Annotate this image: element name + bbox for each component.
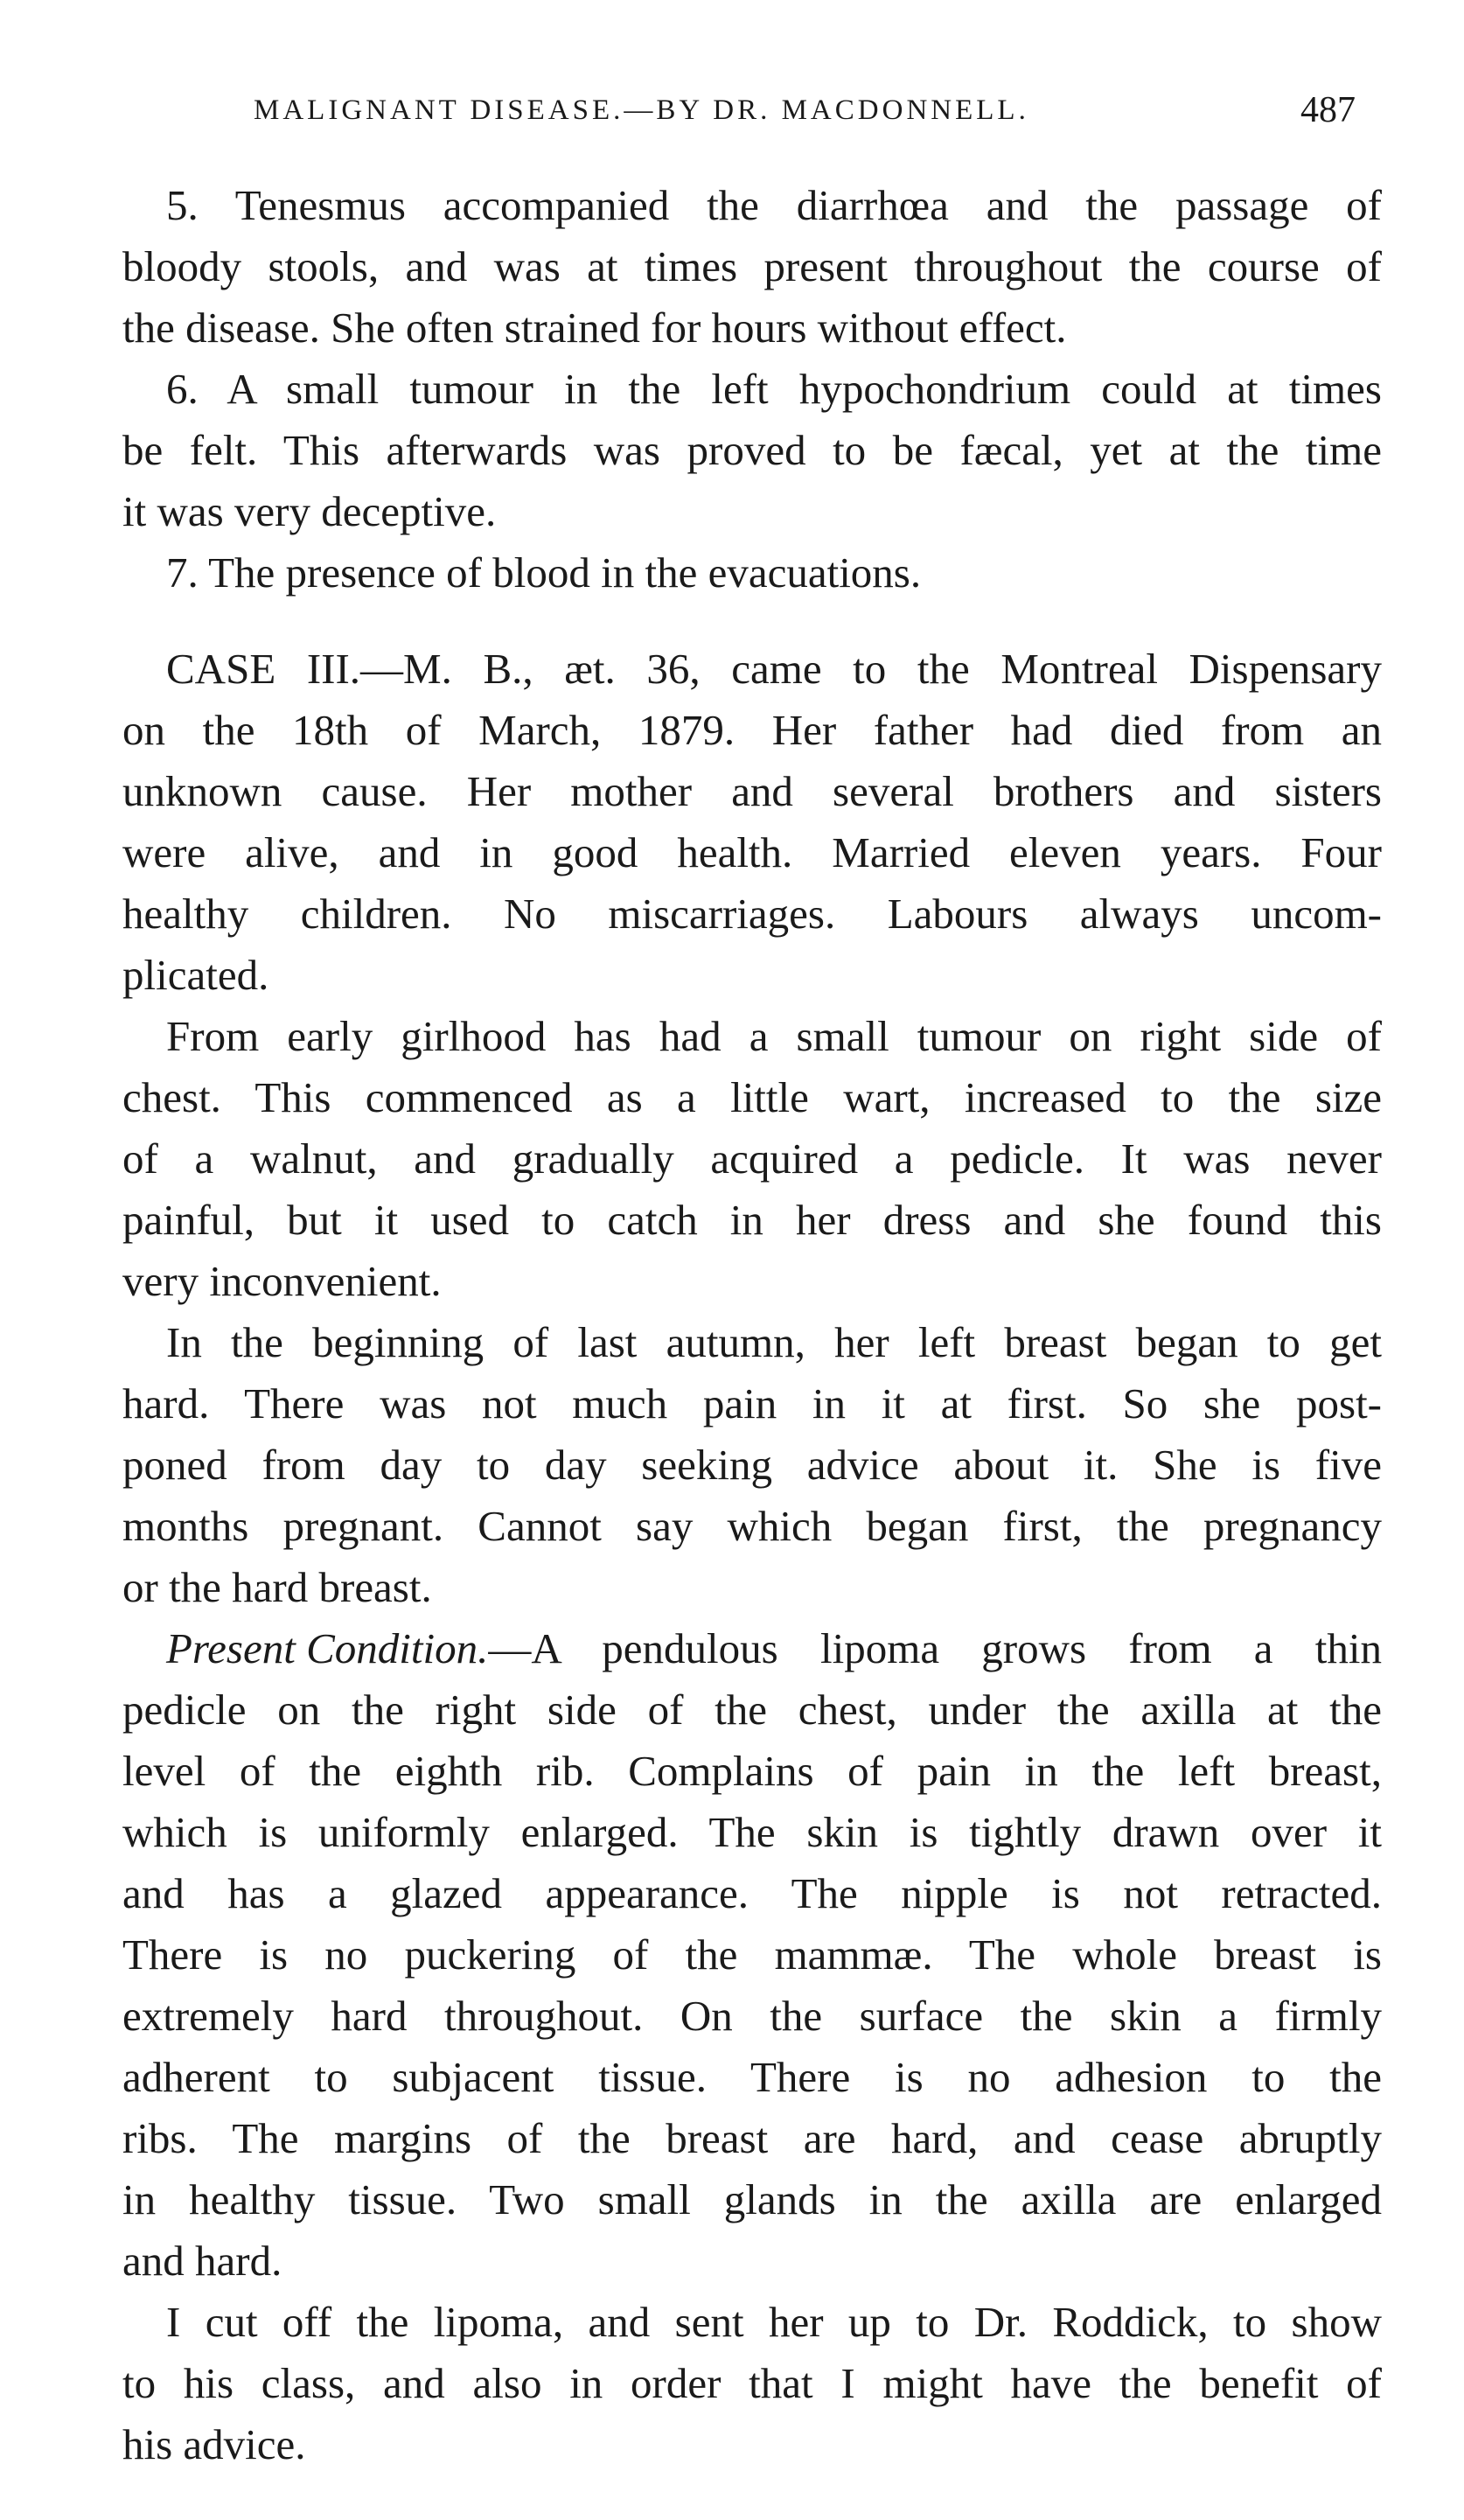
text-line: level of the eighth rib. Complains of pain in the left breast, [122, 1747, 1382, 1795]
text-line: In the beginning of last autumn, her left breast began to get [166, 1318, 1382, 1366]
text-line: months pregnant. Cannot say which began first, the pregnancy [122, 1502, 1382, 1550]
text-line: to his class, and also in order that I might have the benefit of [122, 2359, 1382, 2407]
text-line: of a walnut, and gradually acquired a pedicle. It was never [122, 1134, 1382, 1183]
text-line: bloody stools, and was at times present throughout the course of [122, 242, 1382, 290]
present-condition-heading: Present Condition. [166, 1624, 489, 1672]
text-line: healthy children. No miscarriages. Labours always uncom- [122, 890, 1382, 938]
text-line: 5. Tenesmus accompanied the diarrhœa and the passage of [166, 181, 1382, 229]
text-line: From early girlhood has had a small tumour on right side of [166, 1012, 1382, 1060]
text-line: on the 18th of March, 1879. Her father had died from an [122, 706, 1382, 754]
text-line: the disease. She often strained for hours without effect. [122, 304, 1067, 352]
text-line: There is no puckering of the mammæ. The whole breast is [122, 1930, 1382, 1979]
text-line: and has a glazed appearance. The nipple is not retracted. [122, 1869, 1382, 1917]
text-line: his advice. [122, 2420, 306, 2468]
running-head [254, 84, 1356, 136]
case-heading-line: CASE III.—M. B., æt. 36, came to the Montreal Dispensary [166, 645, 1382, 693]
text-line: 7. The presence of blood in the evacuations. [166, 548, 922, 597]
text-line: I cut off the lipoma, and sent her up to Dr. Roddick, to show [166, 2298, 1382, 2346]
text-line: painful, but it used to catch in her dress and she found this [122, 1196, 1382, 1244]
running-title: MALIGNANT DISEASE.—BY DR. MACDONNELL. [254, 94, 1029, 126]
text-line: unknown cause. Her mother and several brothers and sisters [122, 767, 1382, 815]
text-line: be felt. This afterwards was proved to be fæcal, yet at the time [122, 426, 1382, 474]
text-line: adherent to subjacent tissue. There is no adhesion to the [122, 2053, 1382, 2101]
text-line: which is uniformly enlarged. The skin is tightly drawn over it [122, 1808, 1382, 1856]
text-line: pedicle on the right side of the chest, under the axilla at the [122, 1686, 1382, 1734]
text-line: ribs. The margins of the breast are hard, and cease abruptly [122, 2114, 1382, 2162]
text-line: —A pendulous lipoma grows from a thin [488, 1624, 1382, 1672]
text-line: extremely hard throughout. On the surface the skin a firmly [122, 1992, 1382, 2040]
text-line: very inconvenient. [122, 1257, 442, 1305]
text-line: in healthy tissue. Two small glands in the axilla are enlarged [122, 2175, 1382, 2223]
text-line: or the hard breast. [122, 1563, 432, 1611]
text-line: hard. There was not much pain in it at first. So she post- [122, 1379, 1382, 1428]
text-line: were alive, and in good health. Married eleven years. Four [122, 828, 1382, 876]
text-line: chest. This commenced as a little wart, increased to the size [122, 1073, 1382, 1121]
text-line: poned from day to day seeking advice about it. She is five [122, 1441, 1382, 1489]
text-line: it was very deceptive. [122, 487, 497, 535]
present-condition-line [166, 1623, 1382, 1675]
text-line: and hard. [122, 2237, 282, 2285]
page-number: 487 [1300, 90, 1356, 130]
text-line: plicated. [122, 951, 269, 999]
text-line: 6. A small tumour in the left hypochondrium could at times [166, 365, 1382, 413]
